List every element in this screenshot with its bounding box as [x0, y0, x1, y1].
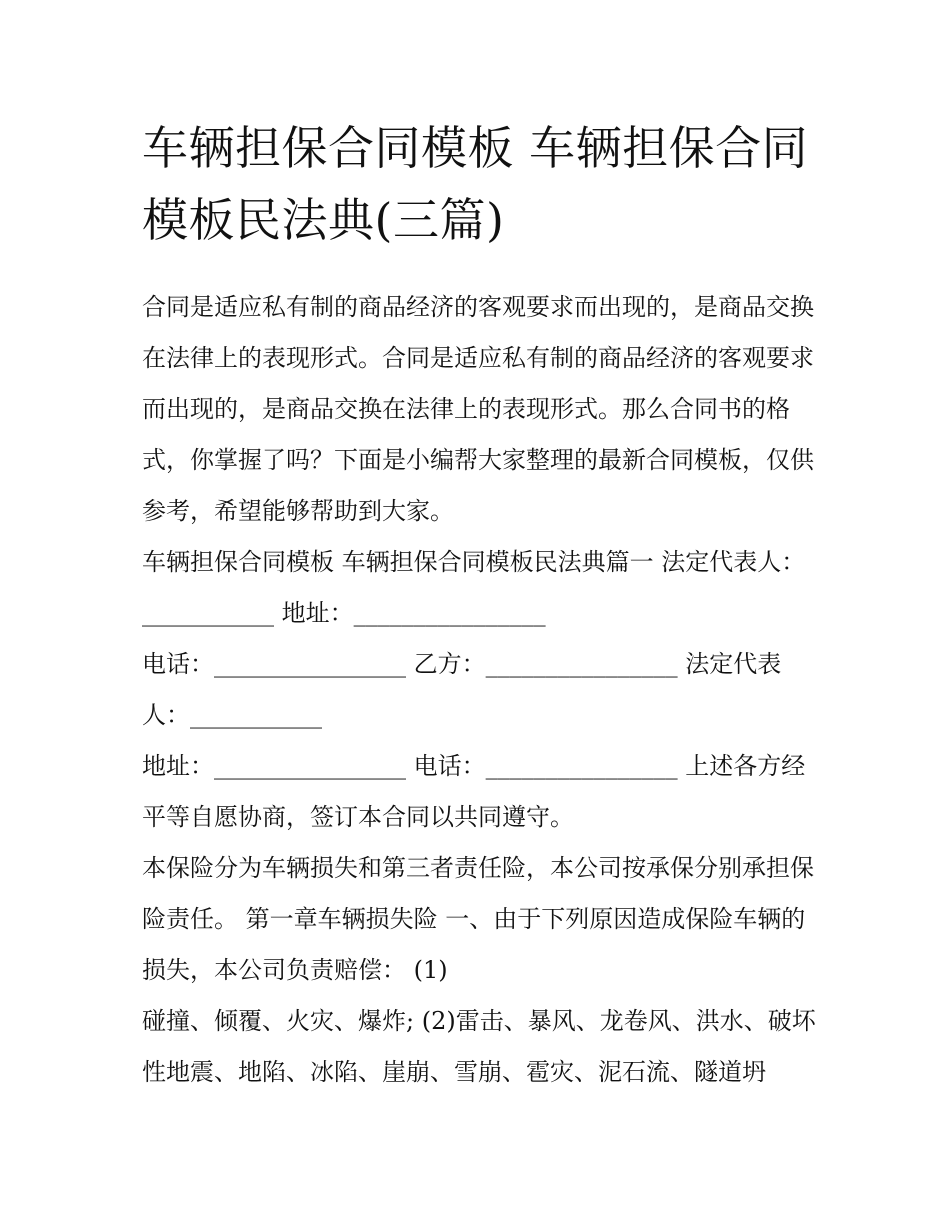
- document-body: [142, 282, 822, 1098]
- address-phone-line: 地址：________________ 电话：________________ 上述各方经平等自愿协商，签订本合同以共同遵守。: [142, 752, 806, 831]
- insurance-scope-paragraph: 本保险分为车辆损失和第三者责任险，本公司按承保分别承担保险责任。 第一章车辆损失险 一、由于下列原因造成保险车辆的损失，本公司负责赔偿： (1): [142, 854, 814, 984]
- party-a-representative-line: 车辆担保合同模板 车辆担保合同模板民法典篇一 法定代表人：___________ 地址：________________: [142, 548, 806, 627]
- intro-paragraph: 合同是适应私有制的商品经济的客观要求而出现的，是商品交换在法律上的表现形式。合同是适应私有制的商品经济的客观要求而出现的，是商品交换在法律上的表现形式。那么合同书的格式，你掌握了吗？下面是小编帮大家整理的最新合同模板，仅供参考，希望能够帮助到大家。: [142, 293, 814, 525]
- document-title: 车辆担保合同模板 车辆担保合同模板民法典(三篇): [142, 121, 809, 247]
- loss-causes-paragraph: 碰撞、倾覆、火灾、爆炸; (2)雷击、暴风、龙卷风、洪水、破坏性地震、地陷、冰陷、崖崩、雪崩、雹灾、泥石流、隧道坍: [142, 1007, 816, 1086]
- party-b-line: 电话：________________ 乙方：________________ 法定代表人：___________: [142, 650, 782, 729]
- document-page: [142, 112, 822, 1098]
